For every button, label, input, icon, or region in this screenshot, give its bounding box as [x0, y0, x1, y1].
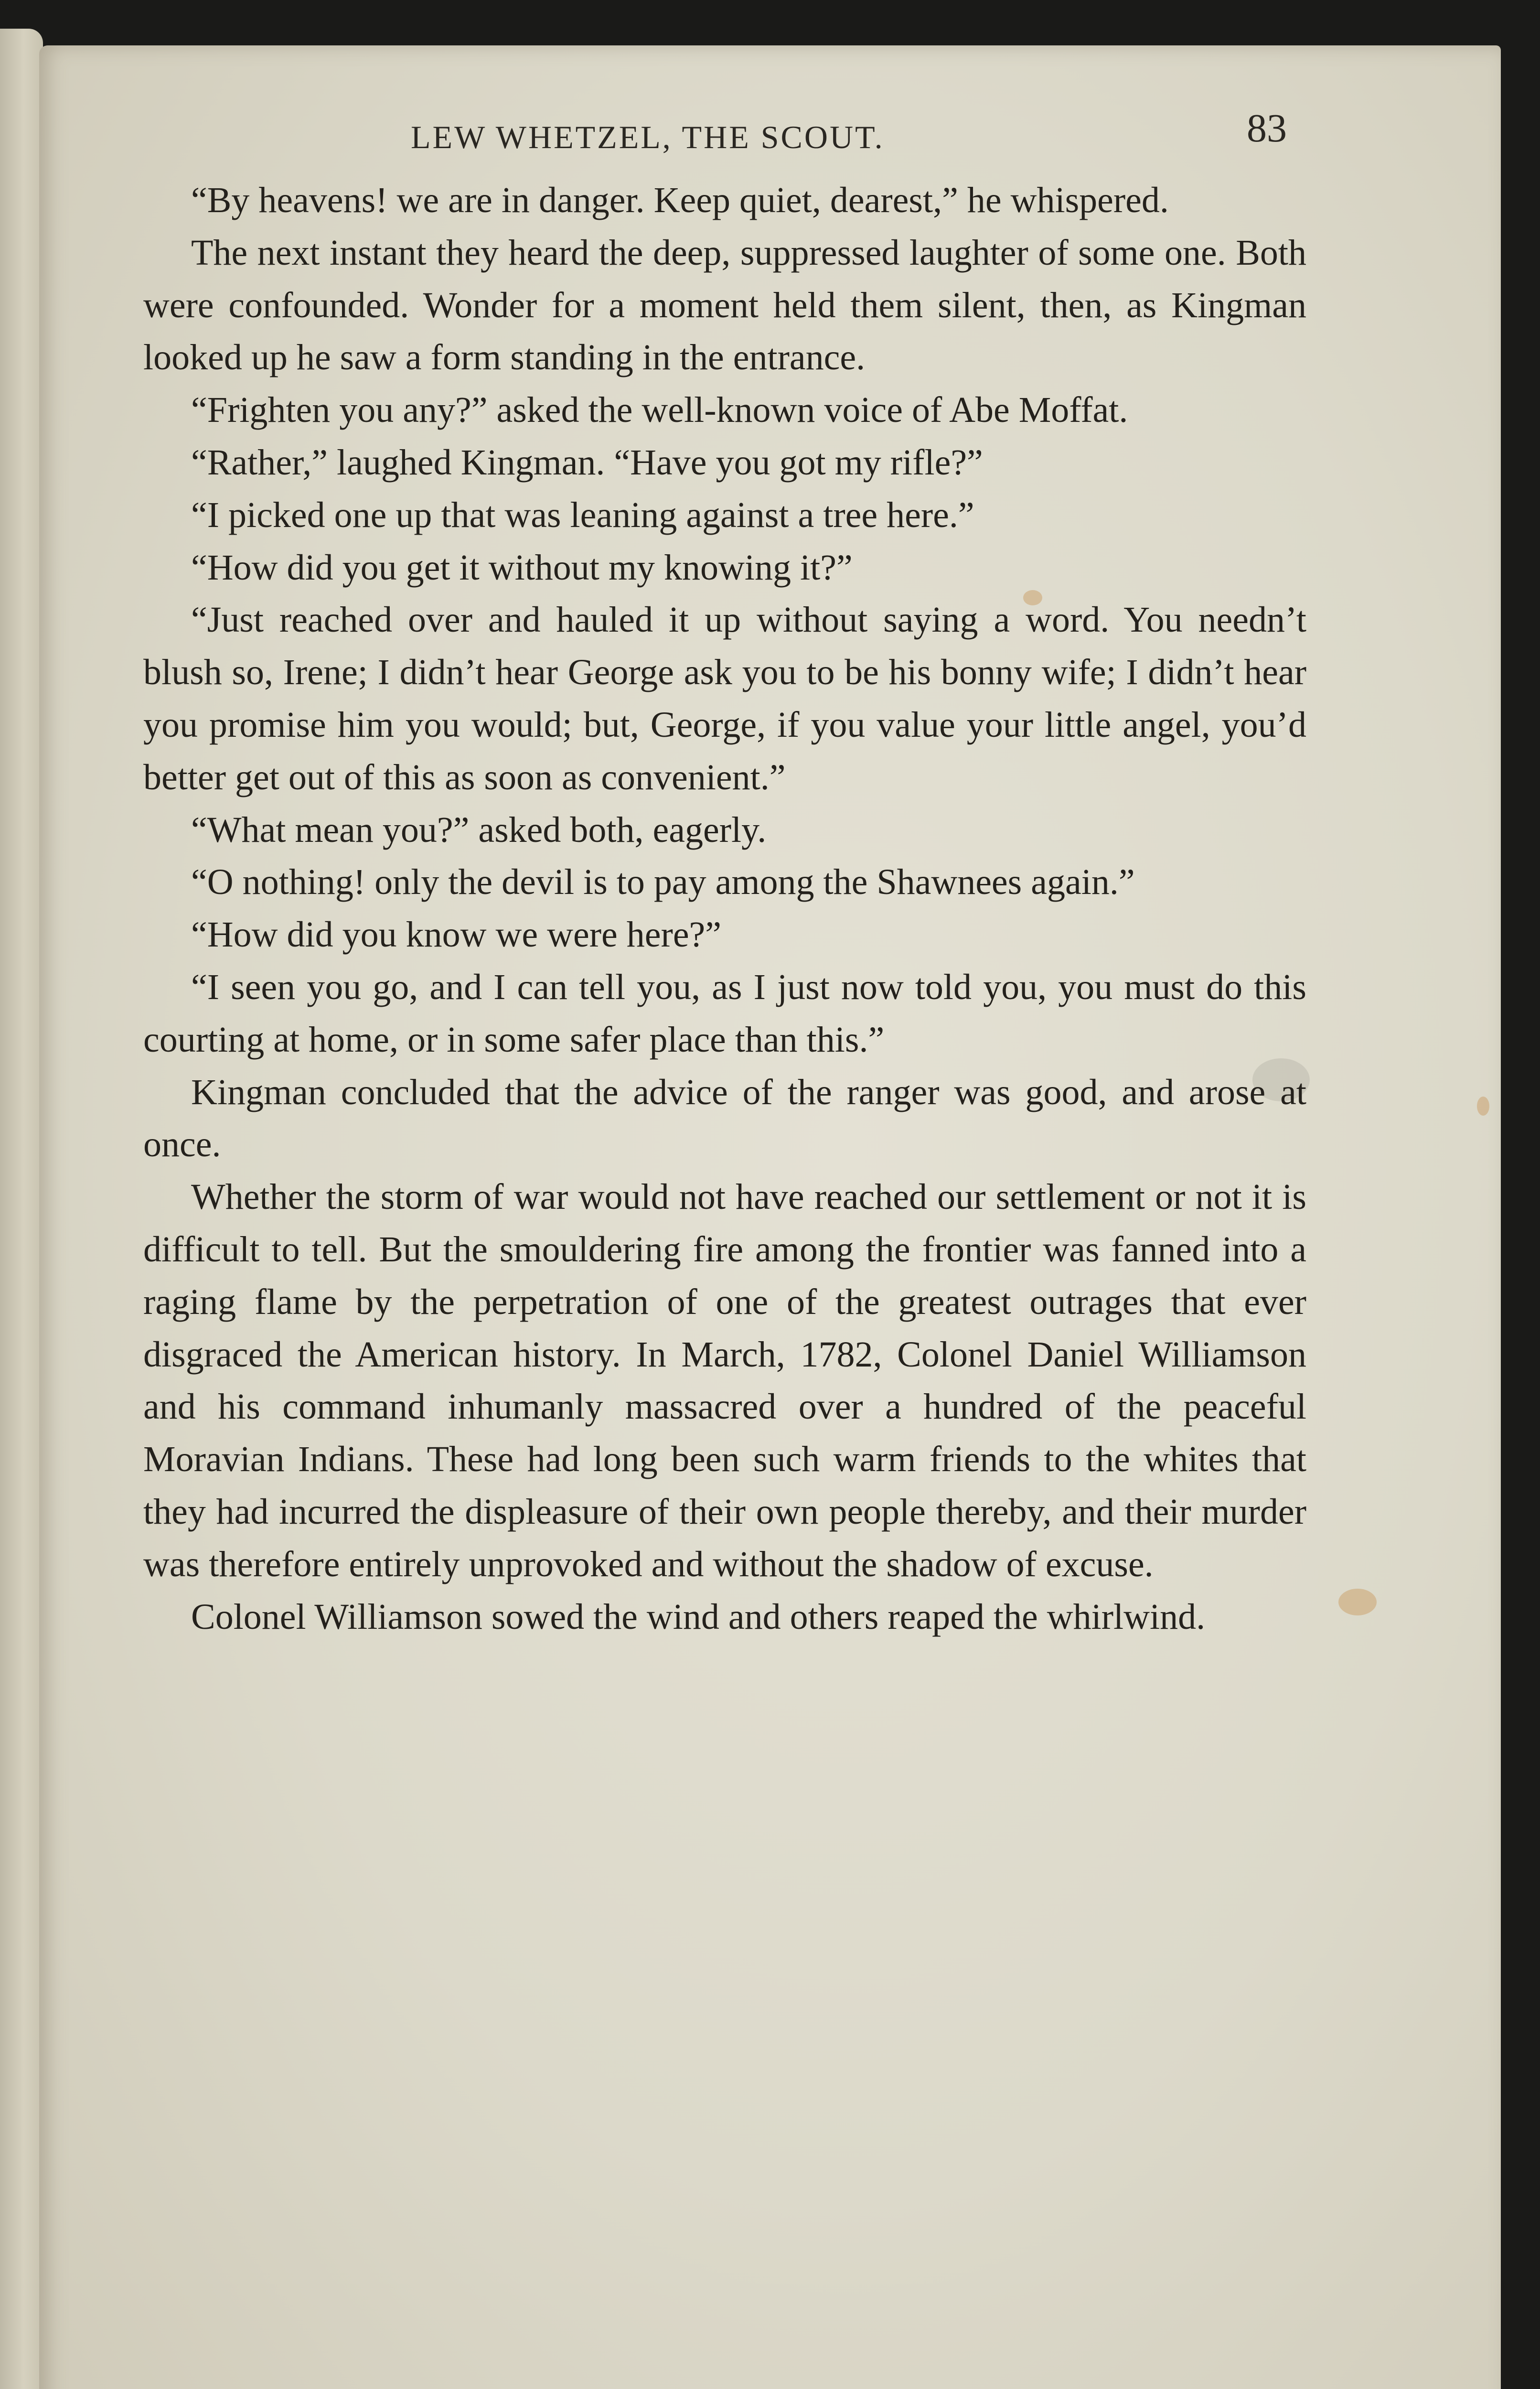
running-title: LEW WHETZEL, THE SCOUT. — [411, 119, 885, 155]
paragraph: “Frighten you any?” asked the well-known voice of Abe Moffat. — [191, 390, 1128, 430]
paragraph: Kingman concluded that the advice of the ranger was good, and arose at once. — [143, 1072, 1306, 1165]
paragraph: “I seen you go, and I can tell you, as I just now told you, you must do this courting at home, or in some safer place than this.” — [143, 967, 1306, 1060]
foxing-spot — [1477, 1097, 1489, 1116]
paragraph: Colonel Williamson sowed the wind and others reaped the whirlwind. — [191, 1596, 1206, 1637]
paragraph: “By heavens! we are in danger. Keep quiet, dearest,” he whispered. — [191, 180, 1169, 220]
paragraph: Whether the storm of war would not have reached our settlement or not it is difficult to tell. But the smouldering fire among the frontier was fanned into a raging flame by the perpetration of one of the greatest outrages that ever disgraced the American history. In March, 1782, Colonel Daniel Williamson and his command inhumanly massacred over a hundred of the peaceful Moravian Indians. These had long been such warm friends to the whites that they had incurred the displeasure of their own people thereby, and their murder was therefore entirely unprovoked and without the shadow of excuse. — [143, 1177, 1306, 1584]
paragraph: “Just reached over and hauled it up without saying a word. You needn’t blush so, Irene; I didn’t hear George ask you to be his bonny wife; I didn’t hear you promise him you would; but, George, if you value your little angel, you’d better get out of this as soon as convenient.” — [143, 600, 1306, 797]
paragraph: “O nothing! only the devil is to pay among the Shawnees again.” — [191, 862, 1135, 903]
paragraph: “I picked one up that was leaning against a tree here.” — [191, 495, 974, 535]
paragraph: “Rather,” laughed Kingman. “Have you got my rifle?” — [191, 442, 983, 483]
running-header — [0, 76, 1540, 155]
foxing-spot — [1338, 1589, 1377, 1615]
page-number: 83 — [1247, 106, 1287, 151]
paragraph: “How did you know we were here?” — [191, 915, 722, 955]
page-body — [143, 174, 1306, 1643]
paragraph: The next instant they heard the deep, suppressed laughter of some one. Both were confounded. Wonder for a moment held them silent, then, as Kingman looked up he saw a form standing in the entrance. — [143, 232, 1306, 378]
paragraph: “What mean you?” asked both, eagerly. — [191, 809, 767, 850]
adjacent-page-edge — [0, 29, 43, 2389]
paragraph: “How did you get it without my knowing it?” — [191, 547, 853, 588]
